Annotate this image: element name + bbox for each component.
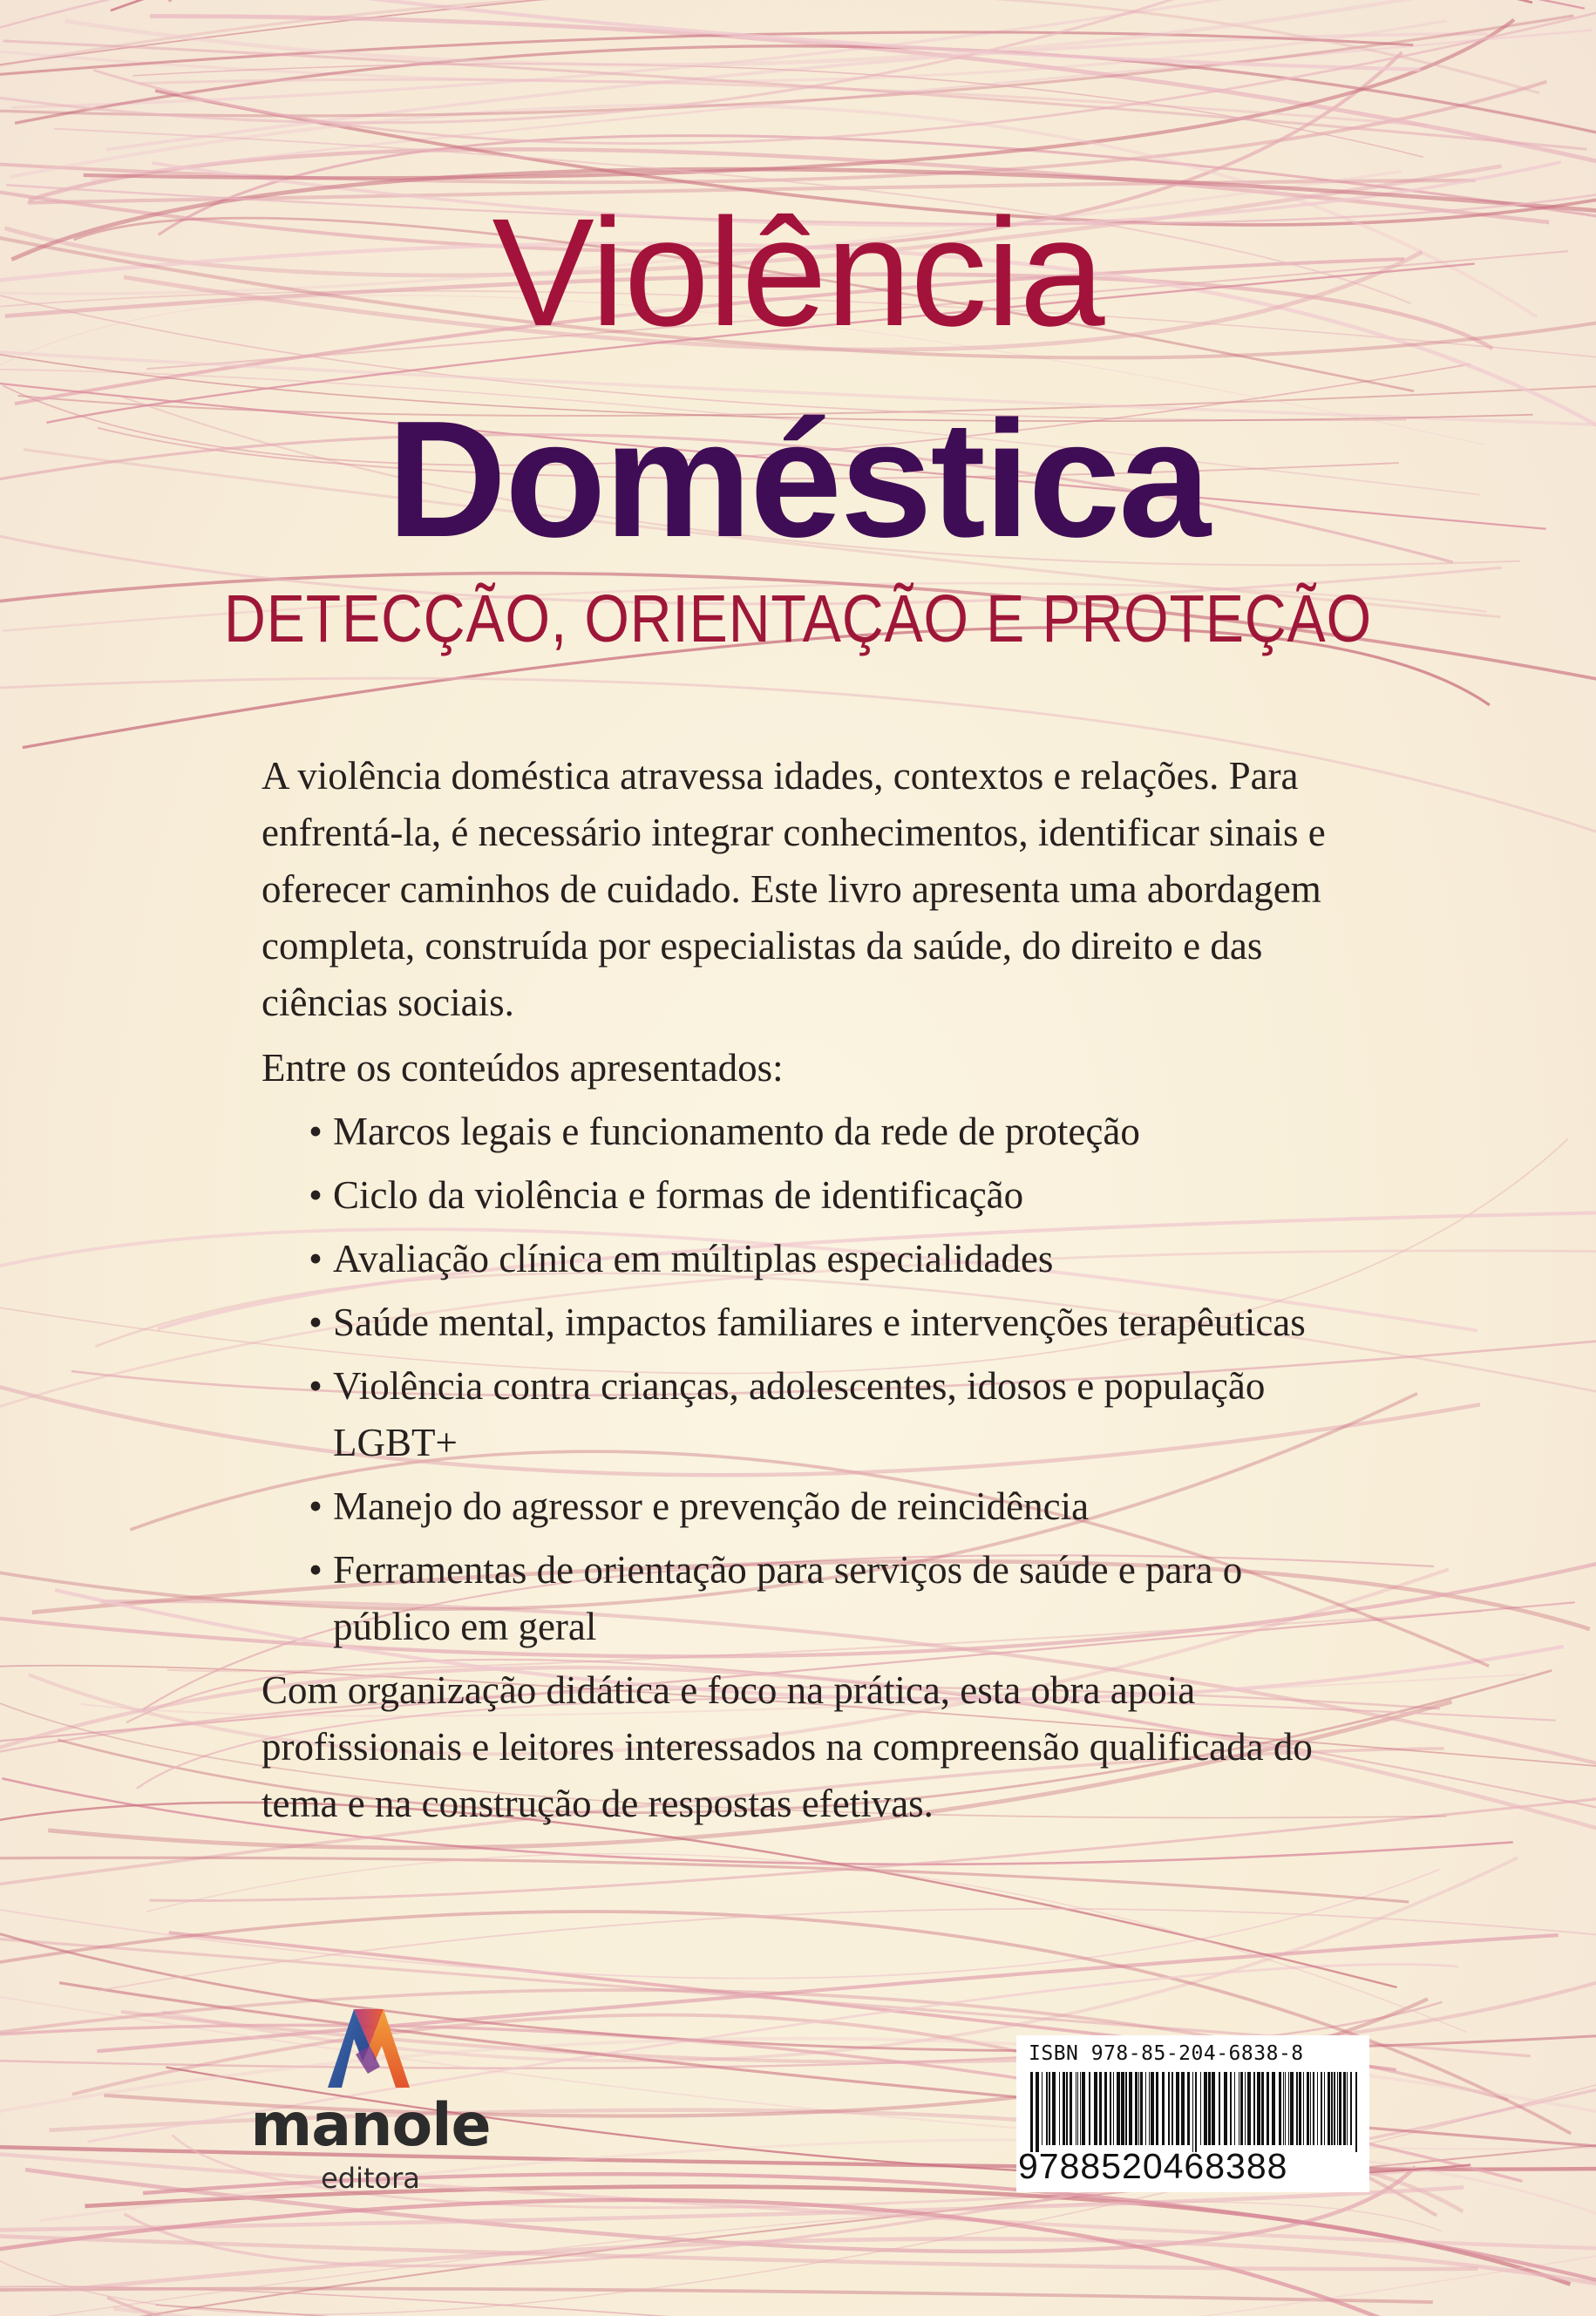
barcode-digits: 9788520468388 bbox=[1018, 2146, 1288, 2186]
barcode-bar bbox=[1337, 2072, 1338, 2145]
publisher-name: manole bbox=[250, 2091, 491, 2160]
barcode-bar bbox=[1285, 2072, 1286, 2145]
bullet-icon: • bbox=[309, 1364, 323, 1408]
list-item bbox=[261, 1294, 1360, 1351]
subtitle: DETECÇÃO, ORIENTAÇÃO E PROTEÇÃO bbox=[224, 581, 1372, 656]
barcode-bar bbox=[1324, 2072, 1325, 2145]
list-item-text: Ciclo da violência e formas de identificação bbox=[333, 1173, 1024, 1217]
barcode-bar bbox=[1110, 2072, 1111, 2145]
barcode-bar bbox=[1279, 2072, 1281, 2145]
barcode-bar bbox=[1082, 2072, 1085, 2145]
barcode-bar bbox=[1272, 2072, 1275, 2145]
barcode-bar bbox=[1089, 2072, 1090, 2145]
barcode-bar bbox=[1135, 2072, 1138, 2145]
barcode-bar bbox=[1307, 2072, 1309, 2145]
bullet-icon: • bbox=[309, 1484, 323, 1528]
bullet-icon: • bbox=[309, 1548, 323, 1592]
barcode-bar bbox=[1200, 2072, 1201, 2145]
barcode-bar bbox=[1099, 2072, 1102, 2145]
list-item bbox=[261, 1167, 1360, 1224]
barcode-bar bbox=[1104, 2072, 1107, 2145]
barcode-bar bbox=[1195, 2072, 1197, 2152]
barcode-bar bbox=[1129, 2072, 1132, 2145]
barcode-bar bbox=[1253, 2072, 1255, 2145]
barcode-bar bbox=[1230, 2072, 1232, 2145]
bullet-icon: • bbox=[309, 1173, 323, 1217]
barcode-bar bbox=[1328, 2072, 1330, 2145]
barcode-bar bbox=[1347, 2072, 1348, 2145]
contents-heading: Entre os conteúdos apresentados: bbox=[261, 1046, 784, 1090]
list-item bbox=[261, 1478, 1360, 1535]
barcode-bar bbox=[1140, 2072, 1143, 2145]
barcode-bar bbox=[1052, 2072, 1056, 2145]
barcode-bar bbox=[1257, 2072, 1260, 2145]
barcode-bar bbox=[1066, 2072, 1068, 2145]
barcode-bar bbox=[1283, 2072, 1284, 2145]
list-item bbox=[261, 1542, 1360, 1655]
barcode-bar bbox=[1192, 2072, 1193, 2152]
back-cover-text bbox=[261, 748, 1360, 1832]
title-line-1: Violência bbox=[492, 187, 1104, 358]
barcode-bar bbox=[1172, 2072, 1173, 2145]
barcode-bar bbox=[1036, 2072, 1039, 2152]
closing-paragraph: Com organização didática e foco na prática, esta obra apoia profissionais e leitores interessados na compreensão qualificada do tema e na construção de respostas efetivas. bbox=[261, 1668, 1313, 1825]
list-item-text: Manejo do agressor e prevenção de reincidência bbox=[333, 1484, 1090, 1528]
barcode-bar bbox=[1187, 2072, 1190, 2145]
barcode-bar bbox=[1303, 2072, 1304, 2145]
barcode-bar bbox=[1245, 2072, 1246, 2145]
bullet-icon: • bbox=[309, 1301, 323, 1344]
barcode-bar bbox=[1212, 2072, 1215, 2145]
barcode-bar bbox=[1296, 2072, 1298, 2145]
barcode-bar bbox=[1181, 2072, 1185, 2145]
barcode-bar bbox=[1063, 2072, 1065, 2145]
barcode-bar bbox=[1334, 2072, 1335, 2145]
list-item-text: Ferramentas de orientação para serviços de saúde e para o público em geral bbox=[333, 1548, 1243, 1648]
barcode-bar bbox=[1299, 2072, 1301, 2145]
barcode-bar bbox=[1339, 2072, 1341, 2145]
barcode-bar bbox=[1355, 2072, 1357, 2152]
bullet-icon: • bbox=[309, 1110, 323, 1153]
barcode-bar bbox=[1168, 2072, 1170, 2145]
bullet-icon: • bbox=[309, 1237, 323, 1280]
list-item bbox=[261, 1358, 1360, 1471]
list-item-text: Violência contra crianças, adolescentes, idosos e população LGBT+ bbox=[333, 1364, 1266, 1464]
barcode-bar bbox=[1267, 2072, 1269, 2145]
barcode-bar bbox=[1145, 2072, 1146, 2145]
barcode-bar bbox=[1204, 2072, 1207, 2145]
list-item-text: Saúde mental, impactos familiares e intervenções terapêuticas bbox=[333, 1301, 1306, 1344]
list-item bbox=[261, 1104, 1360, 1160]
barcode-bar bbox=[1094, 2072, 1097, 2145]
barcode-bars bbox=[1029, 2072, 1360, 2152]
barcode-bar bbox=[1049, 2072, 1050, 2145]
barcode-bar bbox=[1121, 2072, 1124, 2145]
intro-paragraph: A violência doméstica atravessa idades, contextos e relações. Para enfrentá-la, é necessário integrar conhecimentos, identificar sinais e oferecer caminhos de cuidado. Este livro apresenta uma abordagem completa, construída por especialistas da saúde, do direito e das ciências sociais. bbox=[261, 754, 1326, 1024]
list-item-text: Marcos legais e funcionamento da rede de proteção bbox=[333, 1110, 1140, 1153]
contents-list bbox=[261, 1104, 1360, 1655]
list-item bbox=[261, 1231, 1360, 1287]
barcode-bar bbox=[1219, 2072, 1220, 2145]
barcode-bar bbox=[1224, 2072, 1227, 2145]
barcode-bar bbox=[1290, 2072, 1294, 2145]
barcode-bar bbox=[1149, 2072, 1150, 2145]
barcode-bar bbox=[1208, 2072, 1211, 2145]
list-item-text: Avaliação clínica em múltiplas especialidades bbox=[333, 1237, 1054, 1280]
barcode-bar bbox=[1046, 2072, 1048, 2145]
barcode-bar bbox=[1030, 2072, 1033, 2152]
barcode-bar bbox=[1070, 2072, 1072, 2145]
barcode-bar bbox=[1247, 2072, 1251, 2145]
publisher-sub: editora bbox=[321, 2162, 420, 2195]
isbn-label: ISBN 978-85-204-6838-8 bbox=[1029, 2042, 1304, 2065]
barcode-bar bbox=[1261, 2072, 1264, 2145]
barcode-bar bbox=[1234, 2072, 1235, 2145]
barcode-bar bbox=[1331, 2072, 1333, 2145]
barcode-bar bbox=[1080, 2072, 1081, 2145]
manole-logo-icon bbox=[321, 2000, 417, 2096]
barcode-bar bbox=[1125, 2072, 1127, 2145]
barcode-bar bbox=[1343, 2072, 1346, 2145]
barcode-bar bbox=[1350, 2072, 1352, 2145]
barcode-bar bbox=[1288, 2072, 1289, 2145]
barcode-bar bbox=[1321, 2072, 1322, 2145]
barcode-bar bbox=[1156, 2072, 1158, 2145]
barcode-bar bbox=[1310, 2072, 1311, 2145]
barcode-bar bbox=[1151, 2072, 1154, 2145]
barcode-bar bbox=[1317, 2072, 1318, 2145]
barcode-bar bbox=[1176, 2072, 1179, 2145]
isbn-barcode bbox=[1016, 2035, 1369, 2192]
publisher-logo bbox=[244, 2000, 497, 2195]
barcode-bar bbox=[1117, 2072, 1120, 2145]
title-line-2: Doméstica bbox=[387, 387, 1209, 572]
barcode-bar bbox=[1313, 2072, 1314, 2145]
barcode-bar bbox=[1113, 2072, 1114, 2145]
barcode-bar bbox=[1138, 2072, 1139, 2145]
barcode-bar bbox=[1059, 2072, 1060, 2145]
barcode-bar bbox=[1240, 2072, 1243, 2145]
barcode-bar bbox=[1077, 2072, 1078, 2145]
barcode-bar bbox=[1162, 2072, 1165, 2145]
